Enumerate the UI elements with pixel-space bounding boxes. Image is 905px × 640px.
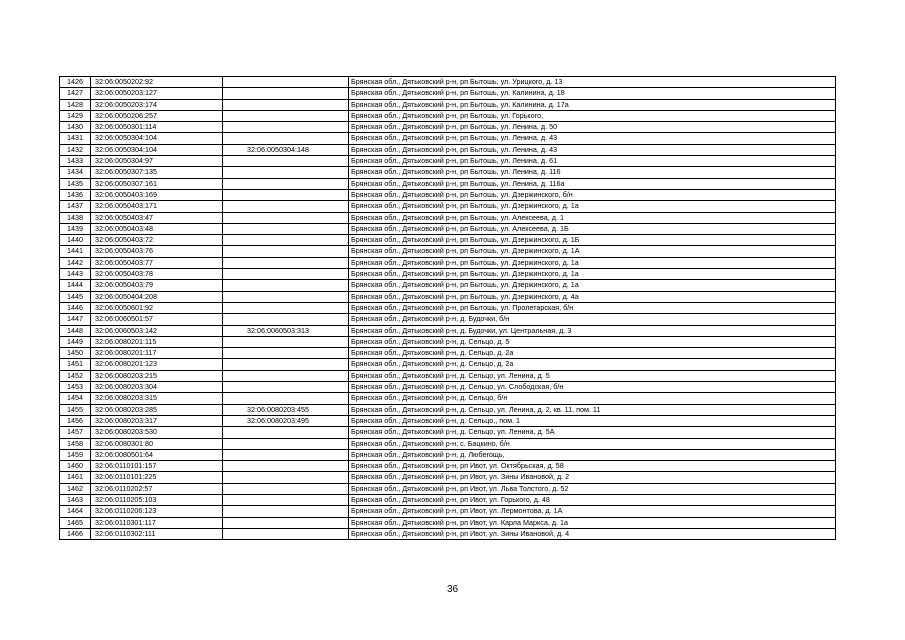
cadastral-number-cell: 32:06:0110205:103 bbox=[91, 494, 223, 505]
address-cell: Брянская обл., Дятьковский р-н, рп Ивот, ул. Карла Маркса, д. 1а bbox=[349, 517, 836, 528]
table-row bbox=[60, 246, 836, 257]
address-cell: Брянская обл., Дятьковский р-н, д. Сельцо,, пом. 1 bbox=[349, 415, 836, 426]
previous-cadastral-number-cell bbox=[223, 461, 349, 472]
cadastral-number-cell: 32:06:0050403:171 bbox=[91, 201, 223, 212]
cadastral-number-cell: 32:06:0080203:304 bbox=[91, 382, 223, 393]
previous-cadastral-number-cell bbox=[223, 291, 349, 302]
table-row bbox=[60, 348, 836, 359]
previous-cadastral-number-cell: 32:06:0060503:313 bbox=[223, 325, 349, 336]
previous-cadastral-number-cell bbox=[223, 314, 349, 325]
row-number-cell: 1436 bbox=[60, 189, 91, 200]
address-cell: Брянская обл., Дятьковский р-н, д. Сельцо, ул. Ленина, д. 2, кв. 11, пом. 11 bbox=[349, 404, 836, 415]
table-row bbox=[60, 494, 836, 505]
row-number-cell: 1464 bbox=[60, 506, 91, 517]
previous-cadastral-number-cell bbox=[223, 472, 349, 483]
previous-cadastral-number-cell bbox=[223, 189, 349, 200]
property-table-body bbox=[60, 77, 836, 540]
previous-cadastral-number-cell: 32:06:0050304:148 bbox=[223, 144, 349, 155]
row-number-cell: 1448 bbox=[60, 325, 91, 336]
address-cell: Брянская обл., Дятьковский р-н, рп Бытошь, ул. Пролетарская, б/н bbox=[349, 302, 836, 313]
previous-cadastral-number-cell bbox=[223, 438, 349, 449]
address-cell: Брянская обл., Дятьковский р-н, рп Бытошь, ул. Калинина, д. 17а bbox=[349, 99, 836, 110]
address-cell: Брянская обл., Дятьковский р-н, д. Будочки, б/н bbox=[349, 314, 836, 325]
table-row bbox=[60, 472, 836, 483]
address-cell: Брянская обл., Дятьковский р-н, рп Бытошь, ул. Ленина, д. 116 bbox=[349, 167, 836, 178]
address-cell: Брянская обл., Дятьковский р-н, рп Ивот, ул. Льва Толстого, д. 52 bbox=[349, 483, 836, 494]
previous-cadastral-number-cell bbox=[223, 88, 349, 99]
address-cell: Брянская обл., Дятьковский р-н, рп Бытошь, ул. Дзержинского, д. 1А bbox=[349, 246, 836, 257]
previous-cadastral-number-cell bbox=[223, 359, 349, 370]
previous-cadastral-number-cell bbox=[223, 427, 349, 438]
previous-cadastral-number-cell bbox=[223, 528, 349, 539]
address-cell: Брянская обл., Дятьковский р-н, д. Сельцо, ул. Ленина, д. 5А bbox=[349, 427, 836, 438]
address-cell: Брянская обл., Дятьковский р-н, рп Бытошь, ул. Дзержинского, д. 1Б bbox=[349, 235, 836, 246]
address-cell: Брянская обл., Дятьковский р-н, рп Бытошь, ул. Ленина, д. 43 bbox=[349, 133, 836, 144]
table-row bbox=[60, 370, 836, 381]
previous-cadastral-number-cell bbox=[223, 506, 349, 517]
row-number-cell: 1444 bbox=[60, 280, 91, 291]
address-cell: Брянская обл., Дятьковский р-н, рп Бытошь, ул. Ленина, д. 50 bbox=[349, 122, 836, 133]
table-row bbox=[60, 257, 836, 268]
address-cell: Брянская обл., Дятьковский р-н, рп Бытошь, ул. Ленина, д. 116а bbox=[349, 178, 836, 189]
table-row bbox=[60, 201, 836, 212]
previous-cadastral-number-cell bbox=[223, 269, 349, 280]
address-cell: Брянская обл., Дятьковский р-н, д. Сельцо, д. 5 bbox=[349, 336, 836, 347]
row-number-cell: 1440 bbox=[60, 235, 91, 246]
table-row bbox=[60, 528, 836, 539]
table-row bbox=[60, 427, 836, 438]
address-cell: Брянская обл., Дятьковский р-н, д. Будочки, ул. Центральная, д. 3 bbox=[349, 325, 836, 336]
row-number-cell: 1439 bbox=[60, 223, 91, 234]
address-cell: Брянская обл., Дятьковский р-н, рп Бытошь, ул. Дзержинского, д. 1а bbox=[349, 201, 836, 212]
previous-cadastral-number-cell bbox=[223, 449, 349, 460]
table-row bbox=[60, 438, 836, 449]
table-row bbox=[60, 189, 836, 200]
previous-cadastral-number-cell: 32:06:0080203:495 bbox=[223, 415, 349, 426]
previous-cadastral-number-cell bbox=[223, 370, 349, 381]
table-row bbox=[60, 302, 836, 313]
table-row bbox=[60, 99, 836, 110]
row-number-cell: 1453 bbox=[60, 382, 91, 393]
cadastral-number-cell: 32:06:0050307:135 bbox=[91, 167, 223, 178]
table-row bbox=[60, 144, 836, 155]
previous-cadastral-number-cell bbox=[223, 156, 349, 167]
table-row bbox=[60, 178, 836, 189]
address-cell: Брянская обл., Дятьковский р-н, рп Бытошь, ул. Урицкого, д. 13 bbox=[349, 77, 836, 88]
row-number-cell: 1441 bbox=[60, 246, 91, 257]
row-number-cell: 1460 bbox=[60, 461, 91, 472]
table-row bbox=[60, 336, 836, 347]
row-number-cell: 1443 bbox=[60, 269, 91, 280]
previous-cadastral-number-cell bbox=[223, 167, 349, 178]
address-cell: Брянская обл., Дятьковский р-н, рп Бытошь, ул. Дзержинского, д. 4а bbox=[349, 291, 836, 302]
address-cell: Брянская обл., Дятьковский р-н, с. Бацкино, б/н bbox=[349, 438, 836, 449]
previous-cadastral-number-cell bbox=[223, 494, 349, 505]
cadastral-number-cell: 32:06:0050403:72 bbox=[91, 235, 223, 246]
address-cell: Брянская обл., Дятьковский р-н, рп Ивот, ул. Зины Ивановой, д. 2 bbox=[349, 472, 836, 483]
previous-cadastral-number-cell bbox=[223, 122, 349, 133]
previous-cadastral-number-cell bbox=[223, 77, 349, 88]
cadastral-number-cell: 32:06:0080203:315 bbox=[91, 393, 223, 404]
row-number-cell: 1457 bbox=[60, 427, 91, 438]
table-row bbox=[60, 449, 836, 460]
table-row bbox=[60, 167, 836, 178]
cadastral-number-cell: 32:06:0110101:225 bbox=[91, 472, 223, 483]
row-number-cell: 1451 bbox=[60, 359, 91, 370]
table-row bbox=[60, 461, 836, 472]
cadastral-number-cell: 32:06:0050206:257 bbox=[91, 110, 223, 121]
cadastral-number-cell: 32:06:0110101:157 bbox=[91, 461, 223, 472]
previous-cadastral-number-cell bbox=[223, 201, 349, 212]
table-row bbox=[60, 212, 836, 223]
previous-cadastral-number-cell bbox=[223, 348, 349, 359]
table-row bbox=[60, 223, 836, 234]
row-number-cell: 1465 bbox=[60, 517, 91, 528]
table-row bbox=[60, 269, 836, 280]
previous-cadastral-number-cell bbox=[223, 110, 349, 121]
previous-cadastral-number-cell bbox=[223, 178, 349, 189]
previous-cadastral-number-cell: 32:06:0080203:455 bbox=[223, 404, 349, 415]
cadastral-number-cell: 32:06:0110202:57 bbox=[91, 483, 223, 494]
row-number-cell: 1462 bbox=[60, 483, 91, 494]
address-cell: Брянская обл., Дятьковский р-н, рп Бытошь, ул. Горького, bbox=[349, 110, 836, 121]
cadastral-number-cell: 32:06:0050403:79 bbox=[91, 280, 223, 291]
row-number-cell: 1449 bbox=[60, 336, 91, 347]
table-row bbox=[60, 359, 836, 370]
address-cell: Брянская обл., Дятьковский р-н, д. Сельцо, д. 2а bbox=[349, 359, 836, 370]
cadastral-number-cell: 32:06:0080501:64 bbox=[91, 449, 223, 460]
row-number-cell: 1458 bbox=[60, 438, 91, 449]
table-row bbox=[60, 404, 836, 415]
previous-cadastral-number-cell bbox=[223, 280, 349, 291]
previous-cadastral-number-cell bbox=[223, 483, 349, 494]
previous-cadastral-number-cell bbox=[223, 336, 349, 347]
table-row bbox=[60, 291, 836, 302]
table-row bbox=[60, 235, 836, 246]
previous-cadastral-number-cell bbox=[223, 212, 349, 223]
address-cell: Брянская обл., Дятьковский р-н, д. Сельцо, ул. Слободская, б/н bbox=[349, 382, 836, 393]
row-number-cell: 1431 bbox=[60, 133, 91, 144]
cadastral-number-cell: 32:06:0080301:80 bbox=[91, 438, 223, 449]
cadastral-number-cell: 32:06:0050403:77 bbox=[91, 257, 223, 268]
cadastral-number-cell: 32:06:0080203:317 bbox=[91, 415, 223, 426]
address-cell: Брянская обл., Дятьковский р-н, д. Сельцо, ул. Ленина, д. 5 bbox=[349, 370, 836, 381]
table-row bbox=[60, 393, 836, 404]
cadastral-number-cell: 32:06:0080201:123 bbox=[91, 359, 223, 370]
row-number-cell: 1450 bbox=[60, 348, 91, 359]
cadastral-number-cell: 32:06:0110206:123 bbox=[91, 506, 223, 517]
row-number-cell: 1437 bbox=[60, 201, 91, 212]
previous-cadastral-number-cell bbox=[223, 393, 349, 404]
address-cell: Брянская обл., Дятьковский р-н, рп Бытошь, ул. Алексеева, д. 1Б bbox=[349, 223, 836, 234]
address-cell: Брянская обл., Дятьковский р-н, рп Ивот, ул. Зины Ивановой, д. 4 bbox=[349, 528, 836, 539]
table-row bbox=[60, 122, 836, 133]
address-cell: Брянская обл., Дятьковский р-н, рп Бытошь, ул. Алексеева, д. 1 bbox=[349, 212, 836, 223]
cadastral-number-cell: 32:06:0110301:117 bbox=[91, 517, 223, 528]
address-cell: Брянская обл., Дятьковский р-н, д. Любегощь, bbox=[349, 449, 836, 460]
row-number-cell: 1446 bbox=[60, 302, 91, 313]
cadastral-number-cell: 32:06:0080203:215 bbox=[91, 370, 223, 381]
table-row bbox=[60, 133, 836, 144]
cadastral-number-cell: 32:06:0050203:174 bbox=[91, 99, 223, 110]
cadastral-number-cell: 32:06:0050403:47 bbox=[91, 212, 223, 223]
address-cell: Брянская обл., Дятьковский р-н, рп Бытошь, ул. Дзержинского, д. 1а bbox=[349, 280, 836, 291]
row-number-cell: 1459 bbox=[60, 449, 91, 460]
address-cell: Брянская обл., Дятьковский р-н, рп Бытошь, ул. Дзержинского, б/н bbox=[349, 189, 836, 200]
cadastral-number-cell: 32:06:0050203:127 bbox=[91, 88, 223, 99]
cadastral-number-cell: 32:06:0050403:169 bbox=[91, 189, 223, 200]
row-number-cell: 1430 bbox=[60, 122, 91, 133]
row-number-cell: 1428 bbox=[60, 99, 91, 110]
previous-cadastral-number-cell bbox=[223, 257, 349, 268]
table-row bbox=[60, 280, 836, 291]
table-row bbox=[60, 314, 836, 325]
cadastral-number-cell: 32:06:0080203:285 bbox=[91, 404, 223, 415]
table-row bbox=[60, 77, 836, 88]
cadastral-number-cell: 32:06:0080201:115 bbox=[91, 336, 223, 347]
address-cell: Брянская обл., Дятьковский р-н, д. Сельцо, д. 2а bbox=[349, 348, 836, 359]
row-number-cell: 1426 bbox=[60, 77, 91, 88]
address-cell: Брянская обл., Дятьковский р-н, рп Бытошь, ул. Ленина, д. 61 bbox=[349, 156, 836, 167]
row-number-cell: 1445 bbox=[60, 291, 91, 302]
cadastral-number-cell: 32:06:0050404:208 bbox=[91, 291, 223, 302]
table-row bbox=[60, 382, 836, 393]
table-row bbox=[60, 483, 836, 494]
cadastral-number-cell: 32:06:0050403:78 bbox=[91, 269, 223, 280]
row-number-cell: 1466 bbox=[60, 528, 91, 539]
row-number-cell: 1429 bbox=[60, 110, 91, 121]
address-cell: Брянская обл., Дятьковский р-н, рп Бытошь, ул. Калинина, д. 18 bbox=[349, 88, 836, 99]
address-cell: Брянская обл., Дятьковский р-н, д. Сельцо, б/н bbox=[349, 393, 836, 404]
page-number: 36 bbox=[446, 584, 459, 595]
previous-cadastral-number-cell bbox=[223, 382, 349, 393]
table-row bbox=[60, 517, 836, 528]
row-number-cell: 1463 bbox=[60, 494, 91, 505]
cadastral-number-cell: 32:06:0080203:530 bbox=[91, 427, 223, 438]
cadastral-number-cell: 32:06:0080201:117 bbox=[91, 348, 223, 359]
row-number-cell: 1461 bbox=[60, 472, 91, 483]
table-row bbox=[60, 506, 836, 517]
cadastral-number-cell: 32:06:0110302:111 bbox=[91, 528, 223, 539]
address-cell: Брянская обл., Дятьковский р-н, рп Ивот, ул. Октябрьская, д. 58 bbox=[349, 461, 836, 472]
previous-cadastral-number-cell bbox=[223, 133, 349, 144]
row-number-cell: 1456 bbox=[60, 415, 91, 426]
table-row bbox=[60, 110, 836, 121]
row-number-cell: 1432 bbox=[60, 144, 91, 155]
previous-cadastral-number-cell bbox=[223, 246, 349, 257]
previous-cadastral-number-cell bbox=[223, 517, 349, 528]
cadastral-number-cell: 32:06:0050304:104 bbox=[91, 133, 223, 144]
cadastral-number-cell: 32:06:0050304:104 bbox=[91, 144, 223, 155]
row-number-cell: 1452 bbox=[60, 370, 91, 381]
cadastral-number-cell: 32:06:0060503:142 bbox=[91, 325, 223, 336]
property-table bbox=[59, 76, 836, 540]
cadastral-number-cell: 32:06:0050307:161 bbox=[91, 178, 223, 189]
row-number-cell: 1438 bbox=[60, 212, 91, 223]
row-number-cell: 1434 bbox=[60, 167, 91, 178]
row-number-cell: 1455 bbox=[60, 404, 91, 415]
cadastral-number-cell: 32:06:0050601:92 bbox=[91, 302, 223, 313]
address-cell: Брянская обл., Дятьковский р-н, рп Бытошь, ул. Дзержинского, д. 1а bbox=[349, 269, 836, 280]
address-cell: Брянская обл., Дятьковский р-н, рп Ивот, ул. Лермонтова, д. 1А bbox=[349, 506, 836, 517]
cadastral-number-cell: 32:06:0050202:92 bbox=[91, 77, 223, 88]
cadastral-number-cell: 32:06:0050403:76 bbox=[91, 246, 223, 257]
cadastral-number-cell: 32:06:0050304:97 bbox=[91, 156, 223, 167]
table-row bbox=[60, 415, 836, 426]
table-row bbox=[60, 156, 836, 167]
previous-cadastral-number-cell bbox=[223, 99, 349, 110]
previous-cadastral-number-cell bbox=[223, 235, 349, 246]
cadastral-number-cell: 32:06:0050301:114 bbox=[91, 122, 223, 133]
cadastral-number-cell: 32:06:0050403:48 bbox=[91, 223, 223, 234]
previous-cadastral-number-cell bbox=[223, 302, 349, 313]
address-cell: Брянская обл., Дятьковский р-н, рп Бытошь, ул. Дзержинского, д. 1а bbox=[349, 257, 836, 268]
row-number-cell: 1435 bbox=[60, 178, 91, 189]
row-number-cell: 1433 bbox=[60, 156, 91, 167]
table-row bbox=[60, 325, 836, 336]
row-number-cell: 1447 bbox=[60, 314, 91, 325]
row-number-cell: 1442 bbox=[60, 257, 91, 268]
row-number-cell: 1454 bbox=[60, 393, 91, 404]
table-row bbox=[60, 88, 836, 99]
cadastral-number-cell: 32:06:0060501:57 bbox=[91, 314, 223, 325]
address-cell: Брянская обл., Дятьковский р-н, рп Бытошь, ул. Ленина, д. 43 bbox=[349, 144, 836, 155]
previous-cadastral-number-cell bbox=[223, 223, 349, 234]
address-cell: Брянская обл., Дятьковский р-н, рп Ивот, ул. Горького, д. 48 bbox=[349, 494, 836, 505]
row-number-cell: 1427 bbox=[60, 88, 91, 99]
